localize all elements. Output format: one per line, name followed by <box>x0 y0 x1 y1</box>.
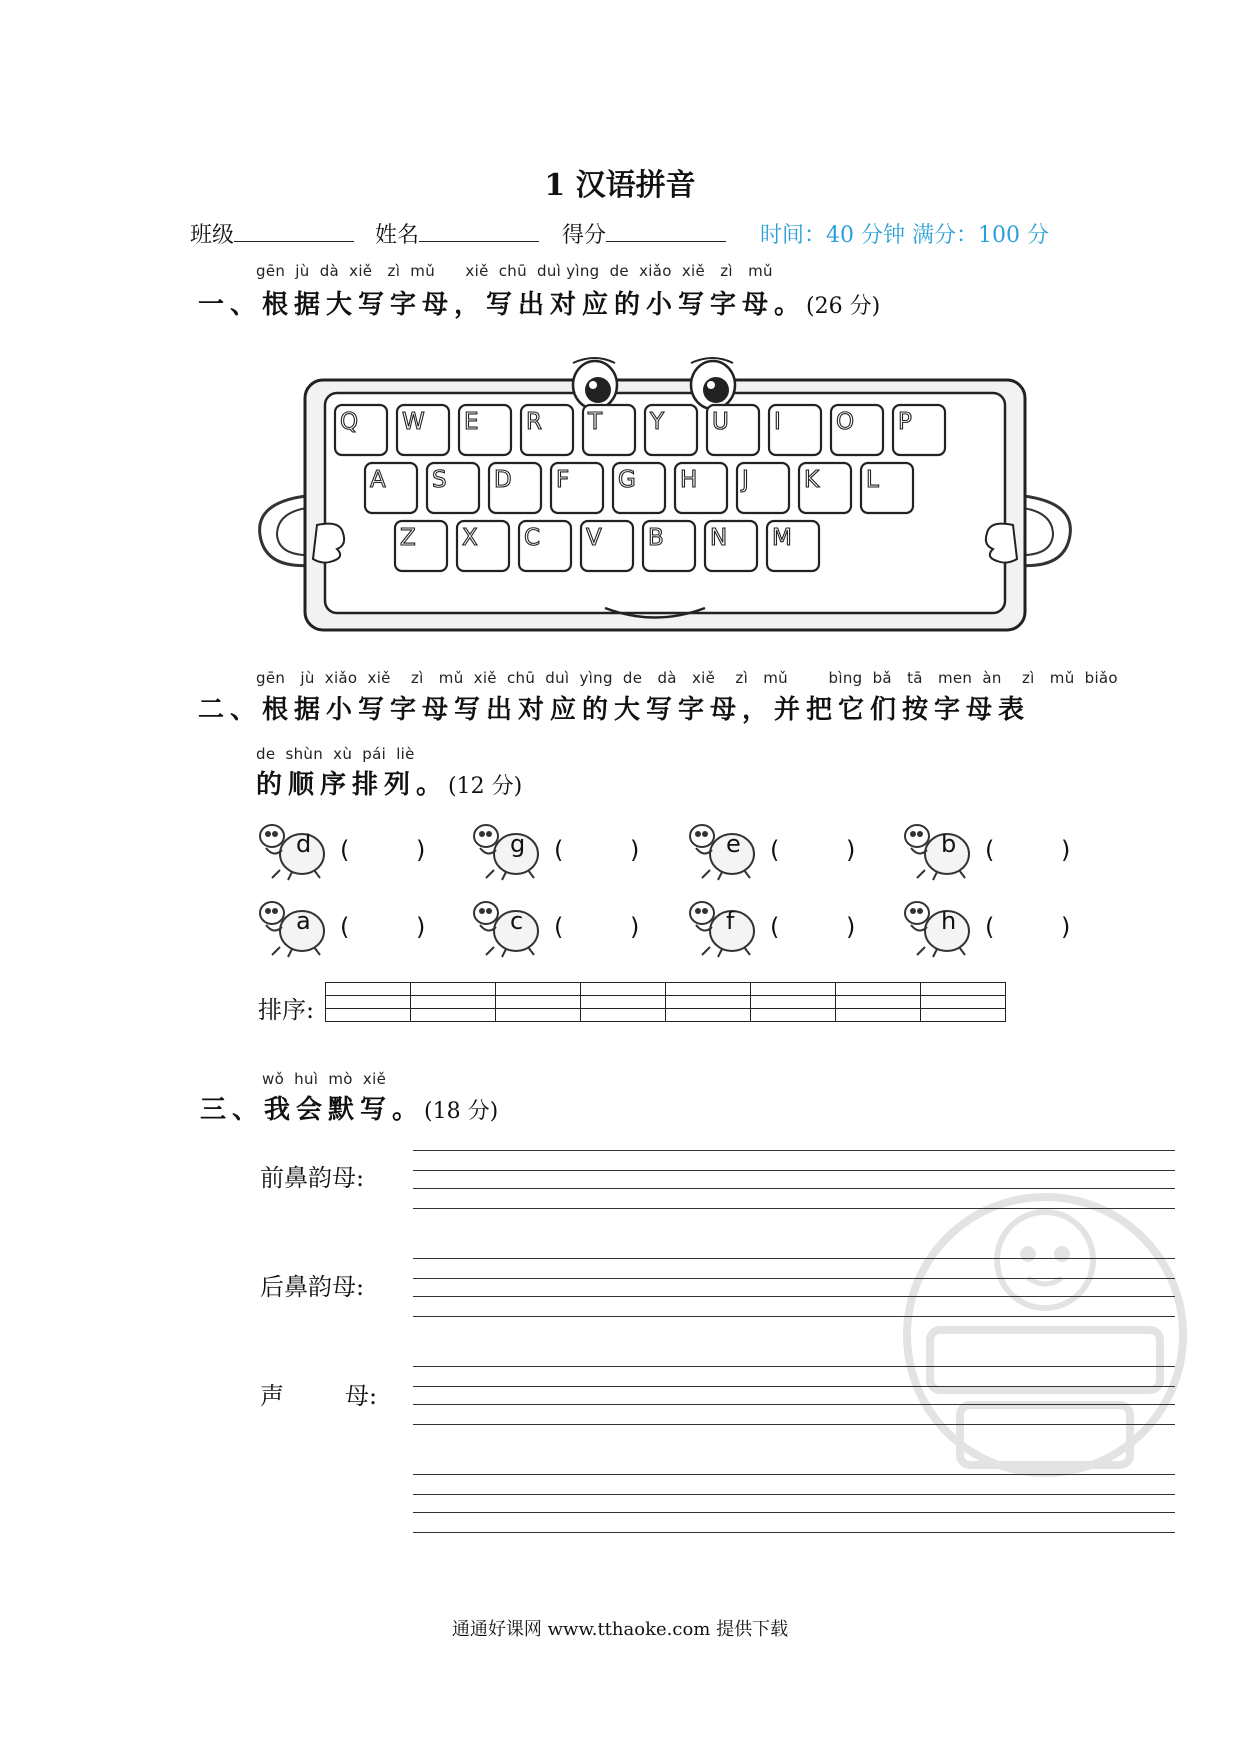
sort-cell[interactable] <box>751 983 836 996</box>
turtle-letter: b <box>941 830 957 858</box>
section1-heading: 一、根据大写字母，写出对应的小写字母。 <box>198 290 807 320</box>
key-label: I <box>774 409 781 435</box>
turtle-letter: e <box>726 830 741 858</box>
key-label: Y <box>650 409 665 435</box>
sort-cell[interactable] <box>581 996 666 1009</box>
key-e <box>459 405 511 455</box>
sort-cell[interactable] <box>496 996 581 1009</box>
answer-paren-open: ( <box>340 913 350 941</box>
left-eye-shine <box>589 381 597 389</box>
key-m <box>767 521 819 571</box>
key-t <box>583 405 635 455</box>
sort-cell[interactable] <box>751 996 836 1009</box>
sort-cell[interactable] <box>411 983 496 996</box>
key-h <box>675 463 727 513</box>
key-label: B <box>648 525 664 551</box>
key-g <box>613 463 665 513</box>
key-label: J <box>742 467 749 493</box>
key-o <box>831 405 883 455</box>
key-label: F <box>556 467 570 493</box>
keyboard-svg <box>255 335 1075 635</box>
key-label: X <box>462 525 478 551</box>
key-x <box>457 521 509 571</box>
answer-paren-close: ) <box>416 913 426 941</box>
turtle-letter: d <box>296 830 312 858</box>
turtle-item <box>688 895 888 959</box>
sort-row <box>326 996 1006 1009</box>
sort-cell[interactable] <box>581 1009 666 1022</box>
key-d <box>489 463 541 513</box>
turtle-item <box>258 818 458 882</box>
sort-cell[interactable] <box>836 1009 921 1022</box>
key-f <box>551 463 603 513</box>
section2-pinyin2: de shùn xù pái liè <box>256 745 415 763</box>
footer: 通通好课网 www.tthaoke.com 提供下载 <box>451 1619 789 1640</box>
sort-label: 排序: <box>258 996 315 1024</box>
key-label: E <box>464 409 479 435</box>
turtle-item <box>903 818 1103 882</box>
sort-cell[interactable] <box>666 1009 751 1022</box>
turtle-letter: c <box>510 907 524 935</box>
label-back-nasal: 后鼻韵母: <box>260 1273 365 1301</box>
turtle-icon <box>258 818 328 882</box>
answer-paren-close: ) <box>630 836 640 864</box>
turtle-letter: a <box>296 907 311 935</box>
left-pupil <box>585 377 611 403</box>
key-label: Q <box>340 409 359 435</box>
time-info: 时间：40 分钟 满分：100 分 <box>760 223 1049 248</box>
sort-cell[interactable] <box>496 1009 581 1022</box>
answer-paren-open: ( <box>985 913 995 941</box>
class-label: 班级 <box>190 223 235 248</box>
key-label: T <box>588 409 603 435</box>
answer-paren-open: ( <box>554 913 564 941</box>
answer-paren-close: ) <box>1061 913 1071 941</box>
key-label: P <box>898 409 912 435</box>
section2-score: (12 分) <box>448 774 523 799</box>
key-s <box>427 463 479 513</box>
key-label: O <box>836 409 855 435</box>
key-z <box>395 521 447 571</box>
answer-paren-close: ) <box>416 836 426 864</box>
sort-cell[interactable] <box>411 996 496 1009</box>
answer-blank[interactable] <box>570 913 620 943</box>
sort-cell[interactable] <box>326 1009 411 1022</box>
keyboard-illustration <box>255 335 1075 635</box>
key-label: N <box>710 525 728 551</box>
key-label: C <box>524 525 541 551</box>
section1-heading-row <box>198 284 880 321</box>
key-v <box>581 521 633 571</box>
section3-pinyin: wǒ huì mò xiě <box>262 1070 387 1088</box>
section2-heading2-row <box>256 764 522 801</box>
key-label: Z <box>400 525 416 551</box>
sort-cell[interactable] <box>666 983 751 996</box>
turtle-item <box>472 895 672 959</box>
sort-cell[interactable] <box>921 996 1006 1009</box>
answer-blank[interactable] <box>1001 913 1051 943</box>
key-l <box>861 463 913 513</box>
key-label: D <box>494 467 512 493</box>
sort-cell[interactable] <box>411 1009 496 1022</box>
key-label: V <box>586 525 602 551</box>
key-label: W <box>402 409 425 435</box>
key-label: G <box>618 467 636 493</box>
turtle-icon <box>903 818 973 882</box>
sort-cell[interactable] <box>836 983 921 996</box>
turtle-icon <box>472 818 542 882</box>
answer-blank[interactable] <box>786 913 836 943</box>
answer-blank[interactable] <box>570 836 620 866</box>
answer-paren-open: ( <box>340 836 350 864</box>
turtle-icon <box>903 895 973 959</box>
key-b <box>643 521 695 571</box>
score-field <box>562 218 726 249</box>
answer-blank[interactable] <box>786 836 836 866</box>
sort-cell[interactable] <box>836 996 921 1009</box>
key-j <box>737 463 789 513</box>
key-w <box>397 405 449 455</box>
section2-heading1: 二、根据小写字母写出对应的大写字母，并把它们按字母表 <box>198 695 1031 725</box>
label-front-nasal: 前鼻韵母: <box>260 1164 365 1192</box>
sort-cell[interactable] <box>921 983 1006 996</box>
turtle-icon <box>688 818 758 882</box>
section3-heading-row <box>200 1089 498 1126</box>
key-label: L <box>866 467 879 493</box>
key-k <box>799 463 851 513</box>
page-title: 1 汉语拼音 <box>544 168 696 203</box>
answer-blank[interactable] <box>356 836 406 866</box>
key-label: K <box>804 467 820 493</box>
answer-paren-close: ) <box>846 913 856 941</box>
answer-paren-open: ( <box>770 836 780 864</box>
turtle-item <box>258 895 458 959</box>
writing-line <box>413 1512 1175 1513</box>
answer-paren-open: ( <box>770 913 780 941</box>
section1-score: (26 分) <box>806 294 881 319</box>
turtle-letter: f <box>726 907 735 935</box>
class-blank[interactable] <box>234 221 354 242</box>
answer-paren-close: ) <box>846 836 856 864</box>
sort-cell[interactable] <box>326 983 411 996</box>
key-label: M <box>772 525 792 551</box>
label-initials: 声 母: <box>260 1382 378 1410</box>
sort-row <box>326 983 1006 996</box>
answer-blank[interactable] <box>1001 836 1051 866</box>
turtle-item <box>688 818 888 882</box>
sort-cell[interactable] <box>921 1009 1006 1022</box>
sort-table <box>325 982 1006 1022</box>
answer-blank[interactable] <box>356 913 406 943</box>
key-label: R <box>526 409 542 435</box>
section2-heading2: 的顺序排列。 <box>256 770 449 800</box>
key-i <box>769 405 821 455</box>
class-field <box>190 218 354 249</box>
key-label: S <box>432 467 447 493</box>
turtle-item <box>903 895 1103 959</box>
left-hand <box>313 524 344 563</box>
key-q <box>335 405 387 455</box>
section3-heading: 三、我会默写。 <box>200 1095 425 1125</box>
answer-paren-open: ( <box>985 836 995 864</box>
key-a <box>365 463 417 513</box>
section1-pinyin: gēn jù dà xiě zì mǔ xiě chū duì yìng de xiǎo xiě zì mǔ <box>256 262 773 280</box>
answer-paren-close: ) <box>630 913 640 941</box>
sort-cell[interactable] <box>496 983 581 996</box>
key-label: H <box>680 467 698 493</box>
watermark-seal <box>900 1150 1190 1500</box>
key-label: A <box>370 467 386 493</box>
right-pupil <box>703 377 729 403</box>
answer-paren-close: ) <box>1061 836 1071 864</box>
score-label: 得分 <box>562 223 607 248</box>
turtle-icon <box>258 895 328 959</box>
name-field <box>375 218 539 249</box>
turtle-item <box>472 818 672 882</box>
key-n <box>705 521 757 571</box>
turtle-icon <box>472 895 542 959</box>
key-u <box>707 405 759 455</box>
section3-score: (18 分) <box>424 1099 499 1124</box>
sort-cell[interactable] <box>326 996 411 1009</box>
name-blank[interactable] <box>419 221 539 242</box>
key-y <box>645 405 697 455</box>
name-label: 姓名 <box>375 223 420 248</box>
sort-cell[interactable] <box>751 1009 836 1022</box>
watermark-svg <box>900 1150 1190 1500</box>
key-p <box>893 405 945 455</box>
key-label: U <box>712 409 729 435</box>
right-hand <box>986 524 1017 563</box>
score-blank[interactable] <box>606 221 726 242</box>
key-r <box>521 405 573 455</box>
key-c <box>519 521 571 571</box>
turtle-letter: h <box>941 907 957 935</box>
section2-pinyin1: gēn jù xiǎo xiě zì mǔ xiě chū duì yìng de dà xiě zì mǔ bìng bǎ tā men àn zì mǔ biǎo <box>256 669 1118 687</box>
sort-row <box>326 1009 1006 1022</box>
answer-paren-open: ( <box>554 836 564 864</box>
turtle-icon <box>688 895 758 959</box>
sort-cell[interactable] <box>666 996 751 1009</box>
sort-cell[interactable] <box>581 983 666 996</box>
turtle-letter: g <box>510 830 526 858</box>
writing-line <box>413 1532 1175 1533</box>
right-eye-shine <box>707 381 715 389</box>
